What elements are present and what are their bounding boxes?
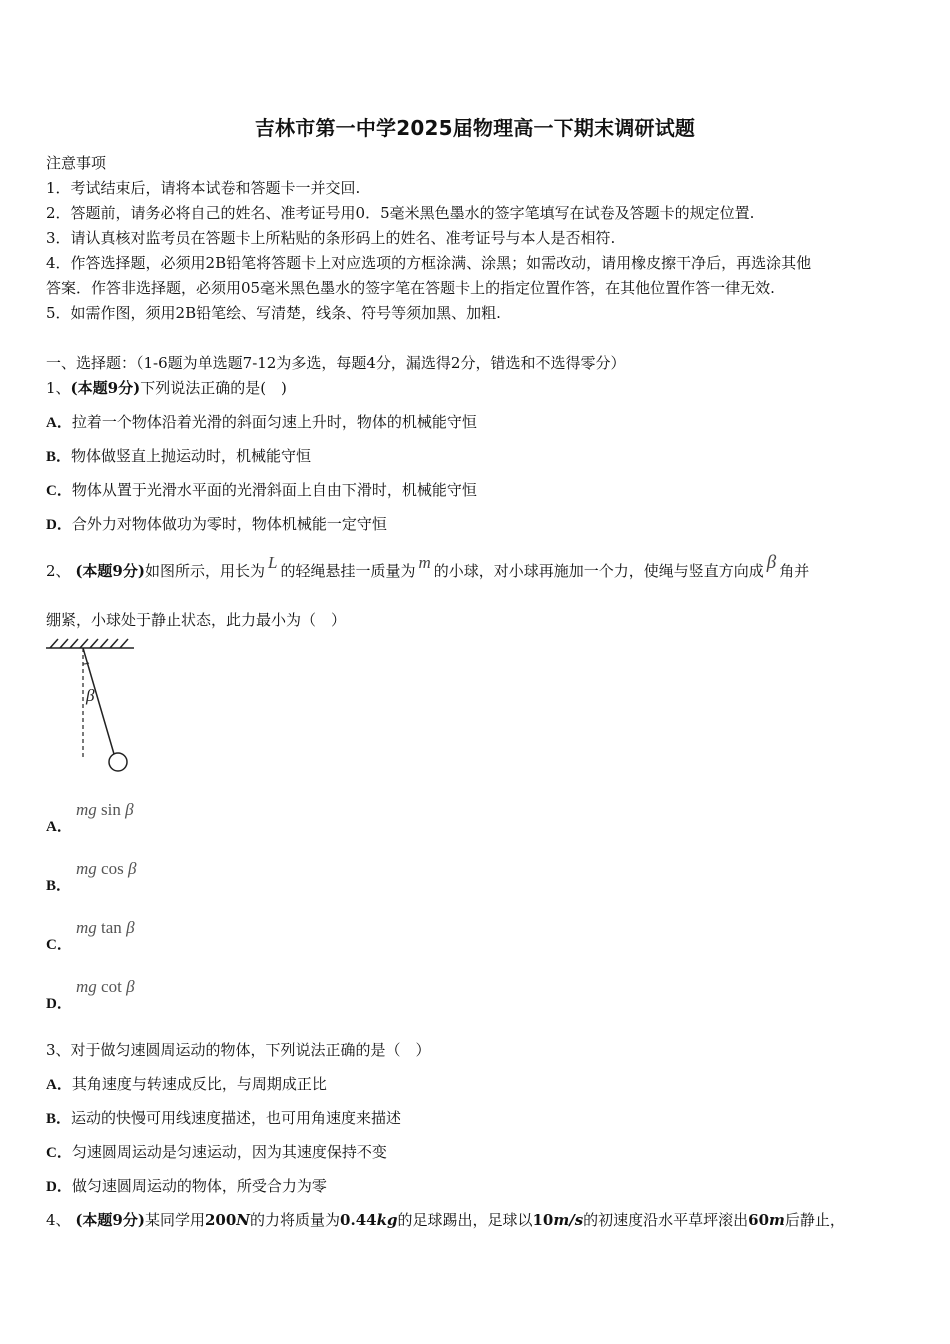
option-c bbox=[46, 479, 477, 500]
formula-function: cos bbox=[101, 859, 124, 878]
distance-unit: m bbox=[769, 1211, 785, 1229]
option-label: B． bbox=[46, 1111, 72, 1127]
symbol-beta: β bbox=[766, 552, 777, 573]
formula-mg: mg bbox=[76, 859, 97, 878]
option-b bbox=[46, 1107, 401, 1128]
question-text: 的小球，对小球再施加一个力，使绳与竖直方向成 bbox=[433, 562, 764, 580]
page-title: 吉林市第一中学2025届物理高一下期末调研试题 bbox=[254, 116, 696, 140]
notice-item: 4．作答选择题，必须用2B铅笔将答题卡上对应选项的方框涂满、涂黑；如需改动，请用橡皮擦干净后，再选涂其他 bbox=[46, 254, 812, 272]
option-d bbox=[46, 1175, 327, 1196]
force-unit: N bbox=[236, 1211, 251, 1229]
question-3 bbox=[46, 1039, 431, 1060]
question-text: 后静止， bbox=[784, 1211, 845, 1229]
formula-mg: mg bbox=[76, 977, 97, 996]
option-label: C． bbox=[46, 1145, 72, 1161]
ball bbox=[109, 753, 127, 771]
symbol-length: L bbox=[267, 553, 278, 572]
option-text: 物体从置于光滑水平面的光滑斜面上自由下滑时，机械能守恒 bbox=[71, 481, 477, 499]
formula-beta: β bbox=[126, 977, 135, 996]
notice-item: 1．考试结束后，请将本试卷和答题卡一并交回. bbox=[46, 179, 361, 197]
option-label: A． bbox=[46, 1077, 72, 1093]
formula-mg: mg bbox=[76, 800, 97, 819]
symbol-mass: m bbox=[418, 553, 431, 572]
ceiling-hatch bbox=[46, 639, 134, 648]
option-d-label: D． bbox=[46, 996, 72, 1012]
speed-value: 10 bbox=[532, 1211, 554, 1229]
question-text: 的足球踢出，足球以 bbox=[397, 1211, 533, 1229]
option-b bbox=[46, 445, 311, 466]
notice-item: 3．请认真核对监考员在答题卡上所粘贴的条形码上的姓名、准考证号与本人是否相符. bbox=[46, 229, 616, 247]
question-text: 下列说法正确的是( ) bbox=[140, 379, 287, 397]
notice-item: 2．答题前，请务必将自己的姓名、准考证号用0．5毫米黑色墨水的签字笔填写在试卷及答题卡的规定位置. bbox=[46, 204, 755, 222]
option-text: 做匀速圆周运动的物体，所受合力为零 bbox=[71, 1177, 327, 1195]
force-value: 200 bbox=[204, 1211, 237, 1229]
question-text: 如图所示，用长为 bbox=[144, 562, 265, 580]
section-heading: 一、选择题：（1-6题为单选题7-12为多选，每题4分，漏选得2分，错选和不选得零分） bbox=[46, 354, 626, 372]
option-text: 其角速度与转速成反比，与周期成正比 bbox=[71, 1075, 327, 1093]
formula-function: sin bbox=[101, 800, 121, 819]
option-c-formula bbox=[76, 918, 135, 938]
option-d-formula bbox=[76, 977, 135, 997]
option-label: B． bbox=[46, 449, 72, 465]
option-d bbox=[46, 513, 387, 534]
option-label: A． bbox=[46, 415, 72, 431]
question-number: 3、 bbox=[46, 1041, 71, 1059]
formula-beta: β bbox=[126, 918, 135, 937]
option-c-label: C． bbox=[46, 937, 72, 953]
option-b-label: B． bbox=[46, 878, 72, 894]
formula-mg: mg bbox=[76, 918, 97, 937]
question-1 bbox=[46, 377, 287, 398]
formula-beta: β bbox=[127, 859, 137, 878]
question-text: 的轻绳悬挂一质量为 bbox=[280, 562, 416, 580]
option-text: 合外力对物体做功为零时，物体机械能一定守恒 bbox=[71, 515, 387, 533]
notice-item: 5．如需作图，须用2B铅笔绘、写清楚，线条、符号等须加黑、加粗. bbox=[46, 304, 501, 322]
option-label: C． bbox=[46, 483, 72, 499]
option-label: D． bbox=[46, 517, 72, 533]
question-number: 1、 bbox=[46, 379, 71, 397]
question-text: 角并 bbox=[779, 562, 810, 580]
option-text: 匀速圆周运动是匀速运动，因为其速度保持不变 bbox=[71, 1143, 387, 1161]
formula-function: tan bbox=[101, 918, 122, 937]
option-a-label: A． bbox=[46, 819, 72, 835]
option-text: 运动的快慢可用线速度描述，也可用角速度来描述 bbox=[71, 1109, 402, 1127]
question-score: (本题9分) bbox=[75, 562, 145, 580]
option-a bbox=[46, 411, 477, 432]
formula-function: cot bbox=[101, 977, 122, 996]
option-text: 物体做竖直上抛运动时，机械能守恒 bbox=[71, 447, 312, 465]
question-text: 的力将质量为 bbox=[250, 1211, 341, 1229]
question-4 bbox=[46, 1209, 845, 1230]
question-number: 4、 bbox=[46, 1211, 71, 1229]
distance-value: 60 bbox=[748, 1211, 770, 1229]
mass-unit: kg bbox=[376, 1211, 398, 1229]
speed-unit: m/s bbox=[553, 1211, 584, 1229]
notice-heading: 注意事项 bbox=[46, 154, 107, 172]
question-text: 某同学用 bbox=[144, 1211, 205, 1229]
mass-value: 0.44 bbox=[340, 1211, 377, 1229]
option-a-formula bbox=[76, 800, 134, 820]
question-number: 2、 bbox=[46, 562, 71, 580]
question-score: (本题9分) bbox=[70, 379, 141, 397]
option-a bbox=[46, 1073, 327, 1094]
option-text: 拉着一个物体沿着光滑的斜面匀速上升时，物体的机械能守恒 bbox=[71, 413, 477, 431]
question-text: 的初速度沿水平草坪滚出 bbox=[583, 1211, 749, 1229]
pendulum-figure bbox=[42, 636, 142, 776]
notice-item: 答案．作答非选择题，必须用05毫米黑色墨水的签字笔在答题卡上的指定位置作答，在其他位置作答一律无效. bbox=[46, 279, 775, 297]
question-text-line2: 绷紧，小球处于静止状态，此力最小为（ ） bbox=[46, 611, 347, 629]
question-text: 对于做匀速圆周运动的物体，下列说法正确的是（ ） bbox=[70, 1041, 431, 1059]
question-2 bbox=[46, 552, 810, 582]
option-c bbox=[46, 1141, 387, 1162]
angle-label: β bbox=[86, 686, 95, 705]
formula-beta: β bbox=[125, 800, 134, 819]
question-score: (本题9分) bbox=[75, 1211, 145, 1229]
option-label: D． bbox=[46, 1179, 72, 1195]
option-b-formula bbox=[76, 859, 136, 879]
